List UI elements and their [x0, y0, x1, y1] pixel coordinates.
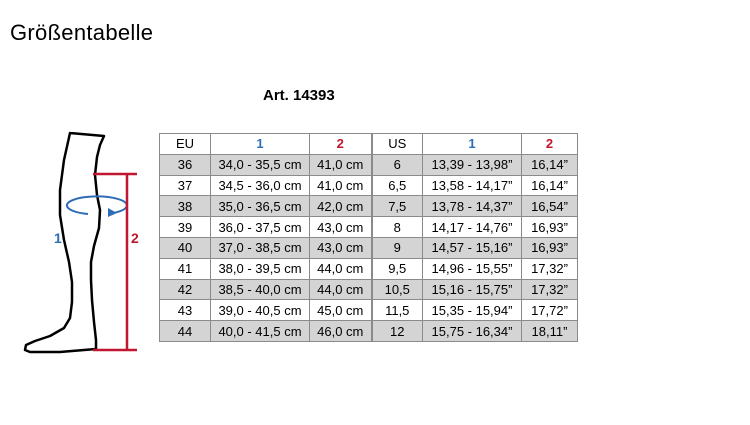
cell-us-circumference: 13,78 - 14,37”	[423, 196, 522, 217]
page-title: Größentabelle	[10, 20, 154, 45]
cell-us-circumference: 13,39 - 13,98”	[423, 154, 522, 175]
header-us: US	[372, 134, 423, 155]
cell-eu-circumference: 37,0 - 38,5 cm	[211, 237, 310, 258]
cell-us-size: 9,5	[372, 258, 423, 279]
table-row	[160, 217, 578, 238]
leg-outline	[25, 133, 104, 352]
leg-measurement-diagram	[0, 0, 160, 425]
cell-eu-circumference: 36,0 - 37,5 cm	[211, 217, 310, 238]
cell-eu-size: 37	[160, 175, 211, 196]
cell-us-height: 17,72”	[522, 300, 578, 321]
header-us-circumference: 1	[423, 134, 522, 155]
header-us-height: 2	[522, 134, 578, 155]
cell-us-size: 6	[372, 154, 423, 175]
cell-eu-height: 41,0 cm	[310, 175, 372, 196]
table-row	[160, 321, 578, 342]
cell-us-height: 16,14”	[522, 175, 578, 196]
cell-eu-size: 41	[160, 258, 211, 279]
cell-us-circumference: 15,75 - 16,34”	[423, 321, 522, 342]
table-row	[160, 175, 578, 196]
table-row	[160, 154, 578, 175]
cell-us-size: 12	[372, 321, 423, 342]
cell-eu-height: 45,0 cm	[310, 300, 372, 321]
cell-us-size: 6,5	[372, 175, 423, 196]
cell-eu-height: 41,0 cm	[310, 154, 372, 175]
cell-us-size: 7,5	[372, 196, 423, 217]
table-row	[160, 196, 578, 217]
cell-us-size: 9	[372, 237, 423, 258]
cell-eu-height: 43,0 cm	[310, 217, 372, 238]
cell-us-circumference: 13,58 - 14,17”	[423, 175, 522, 196]
cell-us-height: 17,32”	[522, 258, 578, 279]
label-2: 2	[131, 230, 139, 246]
cell-us-height: 17,32”	[522, 279, 578, 300]
table-row	[160, 279, 578, 300]
cell-us-height: 18,11”	[522, 321, 578, 342]
cell-eu-circumference: 35,0 - 36,5 cm	[211, 196, 310, 217]
table-row	[160, 237, 578, 258]
cell-us-circumference: 14,57 - 15,16”	[423, 237, 522, 258]
cell-eu-size: 36	[160, 154, 211, 175]
size-table	[159, 133, 578, 342]
cell-eu-circumference: 34,0 - 35,5 cm	[211, 154, 310, 175]
cell-eu-size: 44	[160, 321, 211, 342]
cell-us-size: 10,5	[372, 279, 423, 300]
cell-eu-height: 42,0 cm	[310, 196, 372, 217]
cell-us-height: 16,54”	[522, 196, 578, 217]
table-row	[160, 300, 578, 321]
cell-us-circumference: 15,16 - 15,75”	[423, 279, 522, 300]
cell-us-height: 16,93”	[522, 237, 578, 258]
cell-us-size: 11,5	[372, 300, 423, 321]
circumference-arrowhead	[108, 208, 117, 217]
cell-eu-size: 42	[160, 279, 211, 300]
label-1: 1	[54, 230, 62, 246]
cell-us-circumference: 14,17 - 14,76”	[423, 217, 522, 238]
cell-eu-circumference: 38,5 - 40,0 cm	[211, 279, 310, 300]
article-number: Art. 14393	[263, 87, 335, 104]
table-header-row	[160, 134, 578, 155]
cell-us-height: 16,14”	[522, 154, 578, 175]
cell-us-size: 8	[372, 217, 423, 238]
cell-eu-size: 38	[160, 196, 211, 217]
cell-eu-height: 46,0 cm	[310, 321, 372, 342]
cell-eu-size: 40	[160, 237, 211, 258]
header-eu: EU	[160, 134, 211, 155]
cell-eu-circumference: 39,0 - 40,5 cm	[211, 300, 310, 321]
cell-eu-circumference: 38,0 - 39,5 cm	[211, 258, 310, 279]
header-eu-height: 2	[310, 134, 372, 155]
cell-eu-height: 43,0 cm	[310, 237, 372, 258]
cell-eu-circumference: 40,0 - 41,5 cm	[211, 321, 310, 342]
header-eu-circumference: 1	[211, 134, 310, 155]
cell-eu-size: 39	[160, 217, 211, 238]
cell-us-circumference: 15,35 - 15,94”	[423, 300, 522, 321]
cell-eu-height: 44,0 cm	[310, 258, 372, 279]
table-row	[160, 258, 578, 279]
cell-eu-height: 44,0 cm	[310, 279, 372, 300]
cell-us-height: 16,93”	[522, 217, 578, 238]
cell-eu-circumference: 34,5 - 36,0 cm	[211, 175, 310, 196]
cell-eu-size: 43	[160, 300, 211, 321]
cell-us-circumference: 14,96 - 15,55”	[423, 258, 522, 279]
